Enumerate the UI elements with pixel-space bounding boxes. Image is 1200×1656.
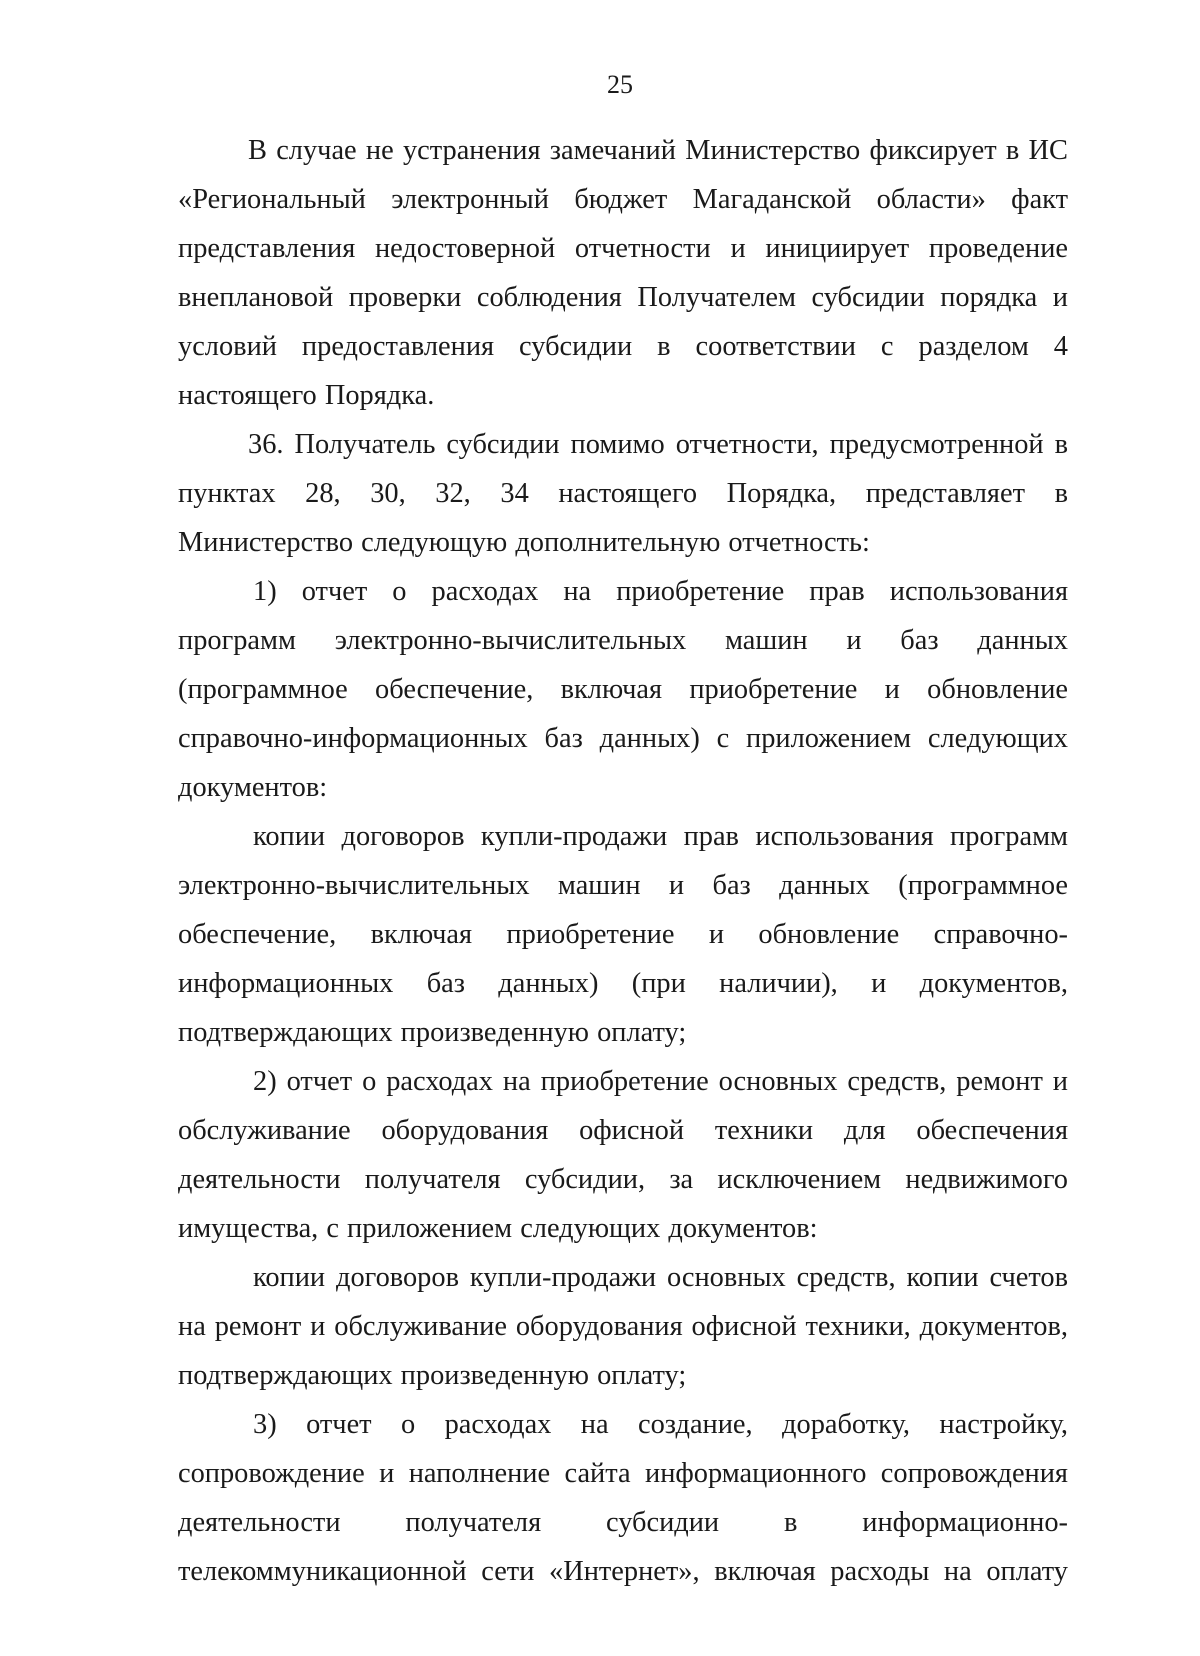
paragraph-remarks-not-eliminated: В случае не устранения замечаний Министерство фиксирует в ИС «Региональный электронный бюджет Магаданской области» факт представления недостоверной отчетности и инициирует проведение внеплановой проверки соблюдения Получателем субсидии порядка и условий предоставления субсидии в соответствии с разделом 4 настоящего Порядка. xyxy=(178,135,1068,411)
document-body xyxy=(178,126,1068,1596)
paragraph-subitem-1-documents: копии договоров купли-продажи прав использования программ электронно-вычислительных машин и баз данных (программное обеспечение, включая приобретение и обновление справочно-информационных баз данных) (при наличии), и документов, подтверждающих произведенную оплату; xyxy=(178,821,1068,1048)
paragraph-subitem-3: 3) отчет о расходах на создание, доработку, настройку, сопровождение и наполнение сайта информационного сопровождения деятельности получателя субсидии в информационно-телекоммуникационной сети «Интернет», включая расходы на оплату xyxy=(178,1409,1068,1587)
page-number: 25 xyxy=(607,70,633,99)
paragraph-subitem-1: 1) отчет о расходах на приобретение прав использования программ электронно-вычислительных машин и баз данных (программное обеспечение, включая приобретение и обновление справочно-информационных баз данных) с приложением следующих документов: xyxy=(178,576,1068,803)
paragraph-subitem-2: 2) отчет о расходах на приобретение основных средств, ремонт и обслуживание оборудования офисной техники для обеспечения деятельности получателя субсидии, за исключением недвижимого имущества, с приложением следующих документов: xyxy=(178,1066,1068,1244)
paragraph-subitem-2-documents: копии договоров купли-продажи основных средств, копии счетов на ремонт и обслуживание оборудования офисной техники, документов, подтверждающих произведенную оплату; xyxy=(178,1262,1068,1391)
paragraph-item-36: 36. Получатель субсидии помимо отчетности, предусмотренной в пунктах 28, 30, 32, 34 настоящего Порядка, представляет в Министерство следующую дополнительную отчетность: xyxy=(178,429,1068,558)
